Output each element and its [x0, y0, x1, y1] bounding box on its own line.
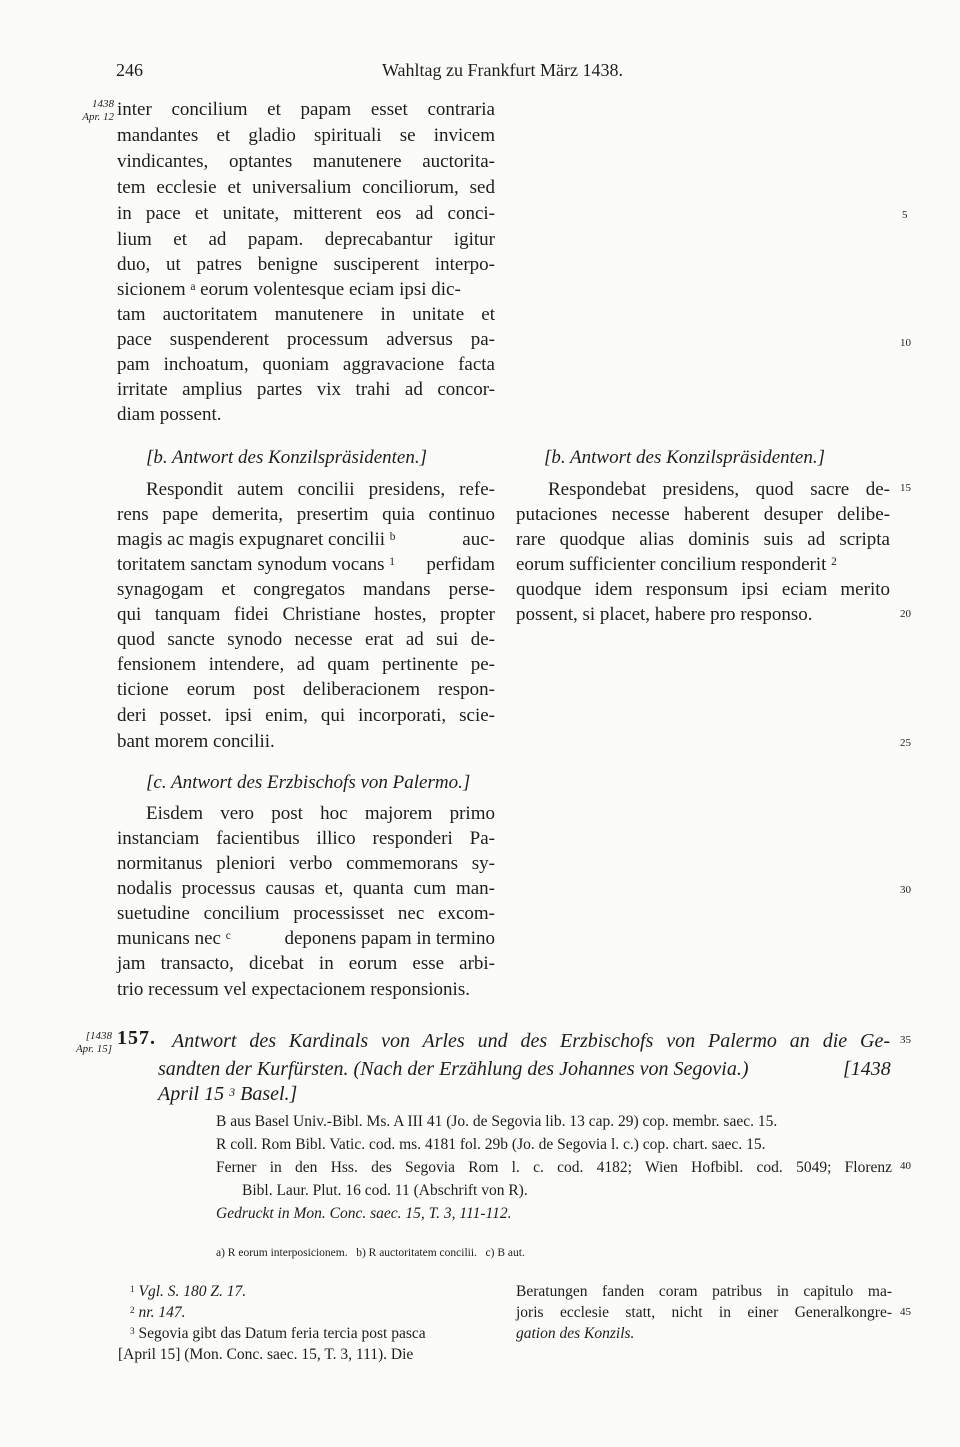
document-number: 157.: [117, 1027, 156, 1049]
section-a-line: vindicantes, optantes manutenere auctorita-: [117, 151, 495, 172]
source-line: R coll. Rom Bibl. Vatic. cod. ms. 4181 fol. 29b (Jo. de Segovia l. c.) cop. chart. saec. 15.: [216, 1136, 766, 1153]
section-b-right-line: rare quodque alias dominis suis ad scripta: [516, 529, 890, 550]
section-a-line: irritate amplius partes vix trahi ad concor-: [117, 379, 495, 400]
section-c-text: municans nec: [117, 928, 221, 949]
margin-date-1-day: Apr. 12: [82, 111, 114, 123]
section-a-line: pam inchoatum, quoniam aggravacione facta: [117, 354, 495, 375]
section-b-left-line: bant morem concilii.: [117, 731, 275, 752]
line-number-5: 5: [902, 209, 908, 221]
source-line: Ferner in den Hss. des Segovia Rom l. c. cod. 4182; Wien Hofbibl. cod. 5049; Florenz: [216, 1159, 892, 1176]
margin-date-2: [60, 1030, 112, 1056]
page-number: 246: [116, 60, 143, 80]
section-b-left-heading: [b. Antwort des Konzilspräsidenten.]: [146, 447, 427, 468]
document-title-line: sandten der Kurfürsten. (Nach der Erzählung des Johannes von Segovia.): [158, 1058, 749, 1080]
section-c-line: Eisdem vero post hoc majorem primo: [146, 803, 495, 824]
line-number-25: 25: [900, 737, 911, 749]
section-b-left-line-with-note: [117, 552, 495, 577]
section-c-line: suetudine concilium processisset nec excom-: [117, 903, 495, 924]
running-title: Wahltag zu Frankfurt März 1438.: [382, 60, 623, 80]
footnote-right-line: Beratungen fanden coram patribus in capitulo ma-: [516, 1283, 892, 1300]
section-a-line-with-note: [117, 277, 495, 302]
footnote-ref-3: 3: [229, 1085, 236, 1099]
line-number-10: 10: [900, 337, 911, 349]
section-c-line: jam transacto, dicebat in eorum esse arbi-: [117, 953, 495, 974]
margin-date-1: [74, 98, 114, 124]
section-a-line: tam auctoritatem manutenere in unitate et: [117, 304, 495, 325]
line-number-15: 15: [900, 482, 911, 494]
section-c-heading: [c. Antwort des Erzbischofs von Palermo.]: [146, 772, 471, 793]
section-b-left-line: deri posset. ipsi enim, qui incorporati, scie-: [117, 705, 495, 726]
line-number-35: 35: [900, 1034, 911, 1046]
section-b-left-line: rens pape demerita, presertim quia continuo: [117, 504, 495, 525]
section-b-left-line: synagogam et congregatos mandans perse-: [117, 579, 495, 600]
section-b-left-line-with-note: [117, 527, 495, 552]
section-b-right-line-with-note: [516, 552, 890, 577]
footnote-text: Segovia gibt das Datum feria tercia post pasca: [138, 1325, 426, 1342]
section-b-right-line: possent, si placet, habere pro responso.: [516, 604, 813, 625]
section-b-left-line: qui tanquam fidei Christiane hostes, propter: [117, 604, 495, 625]
variant-apparatus: a) R eorum interposicionem. b) R auctoritatem concilii. c) B aut.: [216, 1247, 525, 1259]
footnote-right-line: joris ecclesie statt, nicht in einer Generalkongre-: [516, 1304, 892, 1321]
source-line: B aus Basel Univ.-Bibl. Ms. A III 41 (Jo. de Segovia lib. 13 cap. 29) cop. membr. saec. 15.: [216, 1113, 778, 1130]
section-b-left-line: quod sancte synodo necesse erat ad sui de-: [117, 629, 495, 650]
footnote-text: Vgl. S. 180 Z. 17.: [138, 1283, 247, 1300]
footnote-number: 1: [130, 1285, 135, 1295]
margin-date-2-year: [1438: [85, 1030, 112, 1042]
section-b-right-heading: [b. Antwort des Konzilspräsidenten.]: [544, 447, 825, 468]
line-number-20: 20: [900, 608, 911, 620]
document-title-line: Antwort des Kardinals von Arles und des Erzbischofs von Palermo an die Ge-: [172, 1030, 890, 1052]
section-c-line-with-note: [117, 926, 495, 951]
line-number-40: 40: [900, 1160, 911, 1172]
section-b-right-line: quodque idem responsum ipsi eciam merito: [516, 579, 890, 600]
section-b-left-line: Respondit autem concilii presidens, refe-: [146, 479, 495, 500]
section-a-line: inter concilium et papam esset contraria: [117, 99, 495, 120]
margin-date-2-day: Apr. 15]: [75, 1043, 112, 1055]
section-b-left-text: perfidam: [426, 554, 495, 575]
document-place: Basel.]: [240, 1083, 298, 1105]
variant-note-c: c: [225, 930, 231, 942]
footnote-number: 2: [130, 1306, 135, 1316]
footnote-ref-1: 1: [389, 556, 395, 568]
section-b-left-text: auc-: [462, 529, 495, 550]
section-c-line: normitanus pleniori verbo commemorans sy-: [117, 853, 495, 874]
footnote-1: [130, 1281, 246, 1303]
section-b-left-line: fensionem intendere, ad quam pertinente pe-: [117, 654, 495, 675]
section-a-line: duo, ut patres benigne susciperent interpo-: [117, 254, 495, 275]
section-a-line: diam possent.: [117, 404, 222, 425]
footnote-3: [130, 1323, 426, 1345]
section-c-line: instanciam facientibus illico responderi Pa-: [117, 828, 495, 849]
section-a-line: pace suspenderent processum adversus pa-: [117, 329, 495, 350]
page-header: [116, 60, 636, 86]
margin-date-1-year: 1438: [92, 98, 114, 110]
section-b-left-line: ticione eorum post deliberacionem respon-: [117, 679, 495, 700]
section-a-line: tem ecclesie et universalium conciliorum, sed: [117, 177, 495, 198]
document-date-line: [158, 1081, 297, 1107]
section-a-word: sicionem: [117, 279, 186, 300]
variant-note-b: b: [389, 531, 396, 543]
section-b-right-line: Respondebat presidens, quod sacre de-: [548, 479, 890, 500]
section-b-left-text: magis ac magis expugnaret concilii: [117, 529, 386, 550]
footnote-2: [130, 1302, 185, 1324]
line-number-45: 45: [900, 1306, 911, 1318]
document-date: April 15: [158, 1083, 225, 1105]
section-c-line: trio recessum vel expectacionem responsionis.: [117, 979, 470, 1000]
section-a-line: lium et ad papam. deprecabantur igitur: [117, 229, 495, 250]
section-c-text: deponens papam in termino: [284, 928, 495, 949]
section-b-right-text: eorum sufficienter concilium responderit: [516, 554, 827, 575]
section-a-text: eorum volentesque eciam ipsi dic-: [200, 279, 461, 300]
section-a-line: in pace et unitate, mitterent eos ad conci-: [117, 203, 495, 224]
section-b-right-line: putaciones necesse haberent desuper delibe-: [516, 504, 890, 525]
section-a-line: mandantes et gladio spirituali se invicem: [117, 125, 495, 146]
footnote-text: nr. 147.: [138, 1304, 186, 1321]
line-number-30: 30: [900, 884, 911, 896]
footnote-number: 3: [130, 1327, 135, 1337]
footnote-right-line: gation des Konzils.: [516, 1325, 635, 1342]
section-b-left-text: toritatem sanctam synodum vocans: [117, 554, 385, 575]
variant-note-a: a: [190, 281, 196, 293]
footnote-ref-2: 2: [831, 556, 837, 568]
source-line: Bibl. Laur. Plut. 16 cod. 11 (Abschrift von R).: [242, 1182, 528, 1199]
section-c-line: nodalis processus causas et, quanta cum man-: [117, 878, 495, 899]
footnote-3-continued: [April 15] (Mon. Conc. saec. 15, T. 3, 111). Die: [118, 1346, 414, 1363]
document-date-bracket: [1438: [843, 1058, 891, 1080]
source-line: Gedruckt in Mon. Conc. saec. 15, T. 3, 111-112.: [216, 1205, 512, 1222]
